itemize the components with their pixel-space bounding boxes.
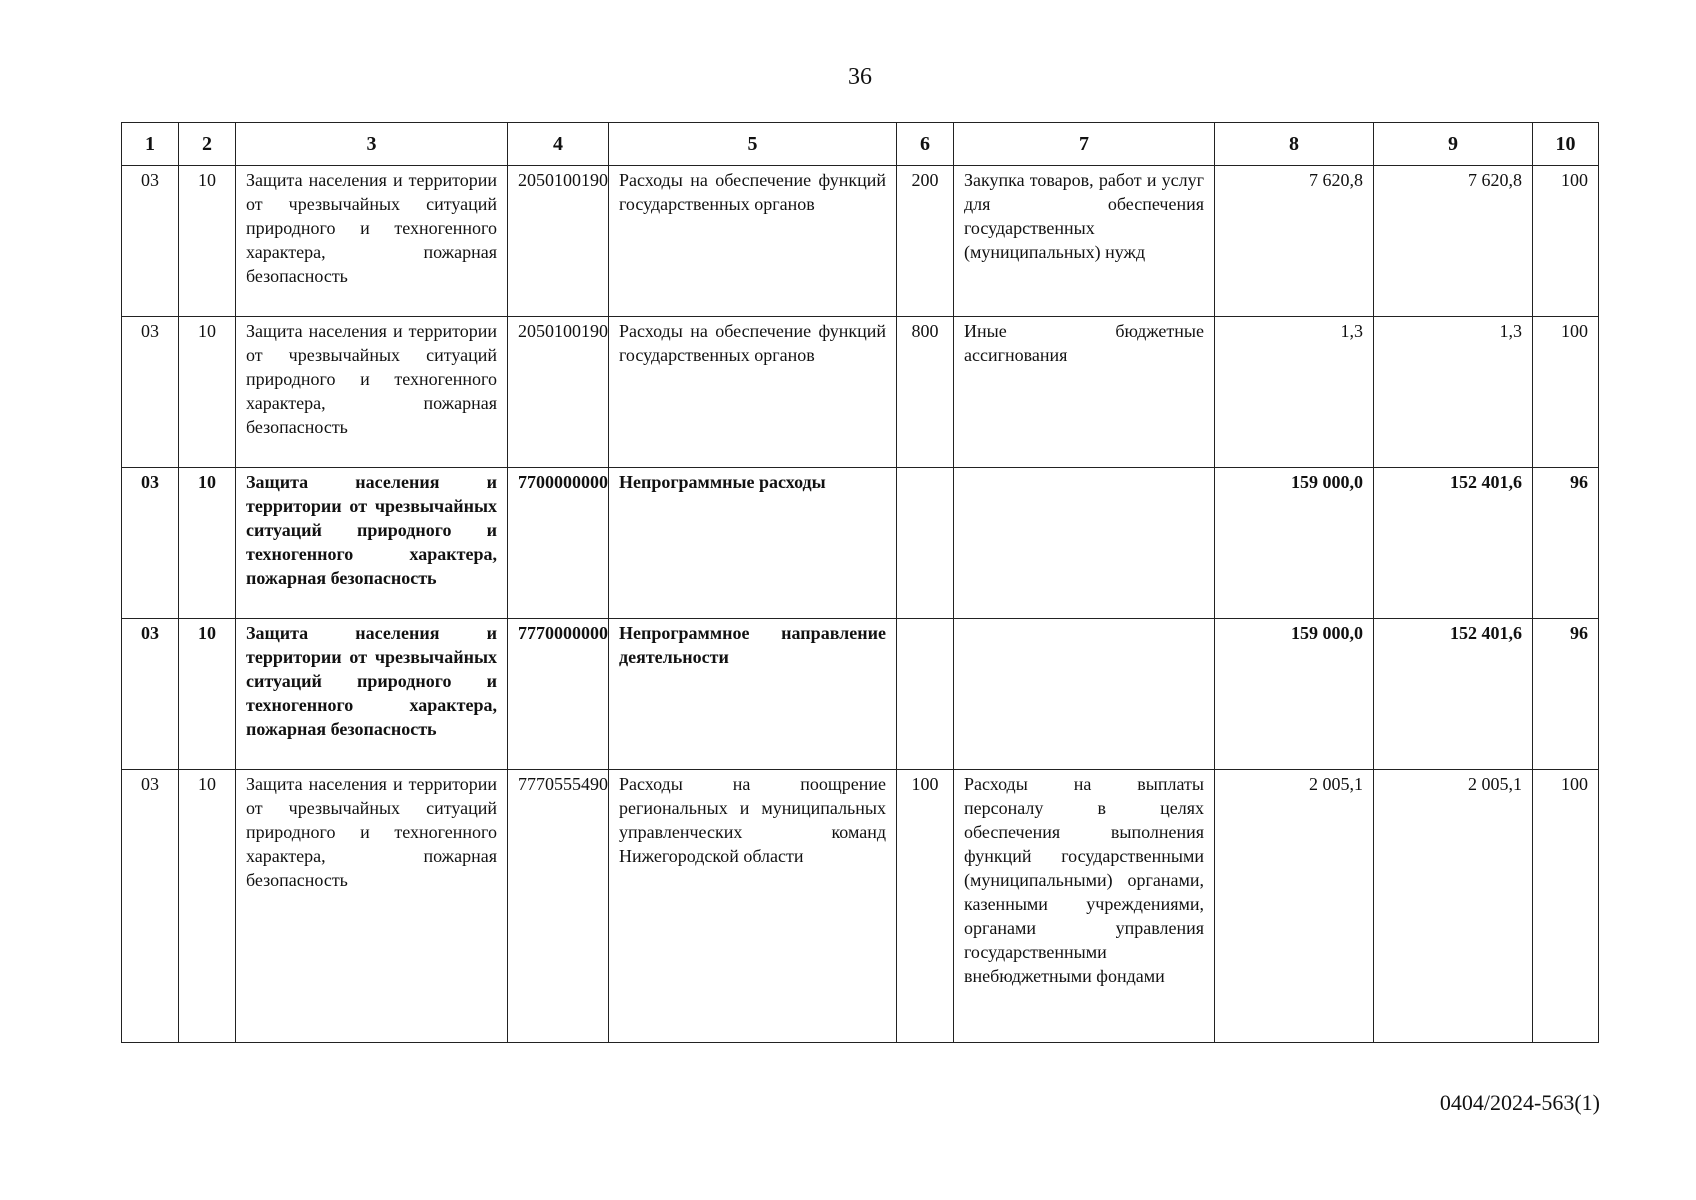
planned-amount: 7 620,8 [1215,166,1374,317]
expense-type-name [954,468,1215,619]
expense-type-name: Иные бюджетные ассигнования [954,317,1215,468]
table-row [122,770,1599,1043]
target-article-name: Непрограммные расходы [609,468,897,619]
execution-percent: 96 [1533,468,1599,619]
expense-type-name [954,619,1215,770]
subsection-code: 10 [179,619,236,770]
planned-amount: 159 000,0 [1215,619,1374,770]
section-code: 03 [122,619,179,770]
column-header: 10 [1533,123,1599,166]
table-row [122,468,1599,619]
target-article-name: Расходы на обеспечение функций государственных органов [609,317,897,468]
planned-amount: 159 000,0 [1215,468,1374,619]
table-header-row [122,123,1599,166]
expense-type-code [897,468,954,619]
column-header: 2 [179,123,236,166]
subsection-code: 10 [179,317,236,468]
expense-type-name: Закупка товаров, работ и услуг для обеспечения государственных (муниципальных) нужд [954,166,1215,317]
subsection-code: 10 [179,468,236,619]
column-header: 6 [897,123,954,166]
subsection-name: Защита населения и территории от чрезвычайных ситуаций природного и техногенного характера, пожарная безопасность [236,468,508,619]
table-row [122,317,1599,468]
budget-table [121,122,1599,1043]
target-article-code: 2050100190 [508,166,609,317]
table-row [122,619,1599,770]
target-article-code: 7770555490 [508,770,609,1043]
section-code: 03 [122,166,179,317]
execution-percent: 96 [1533,619,1599,770]
subsection-code: 10 [179,166,236,317]
expense-type-code: 100 [897,770,954,1043]
planned-amount: 1,3 [1215,317,1374,468]
target-article-code: 2050100190 [508,317,609,468]
executed-amount: 2 005,1 [1374,770,1533,1043]
column-header: 3 [236,123,508,166]
column-header: 8 [1215,123,1374,166]
section-code: 03 [122,468,179,619]
subsection-name: Защита населения и территории от чрезвычайных ситуаций природного и техногенного характера, пожарная безопасность [236,317,508,468]
column-header: 7 [954,123,1215,166]
executed-amount: 1,3 [1374,317,1533,468]
executed-amount: 7 620,8 [1374,166,1533,317]
execution-percent: 100 [1533,166,1599,317]
column-header: 9 [1374,123,1533,166]
execution-percent: 100 [1533,770,1599,1043]
document-code: 0404/2024-563(1) [1439,1090,1600,1115]
column-header: 1 [122,123,179,166]
subsection-name: Защита населения и территории от чрезвычайных ситуаций природного и техногенного характера, пожарная безопасность [236,166,508,317]
target-article-name: Расходы на поощрение региональных и муниципальных управленческих команд Нижегородской области [609,770,897,1043]
column-header: 5 [609,123,897,166]
expense-type-code: 800 [897,317,954,468]
page-number: 36 [848,64,872,90]
target-article-code: 7770000000 [508,619,609,770]
planned-amount: 2 005,1 [1215,770,1374,1043]
target-article-code: 7700000000 [508,468,609,619]
executed-amount: 152 401,6 [1374,468,1533,619]
column-header: 4 [508,123,609,166]
executed-amount: 152 401,6 [1374,619,1533,770]
subsection-code: 10 [179,770,236,1043]
expense-type-name: Расходы на выплаты персоналу в целях обеспечения выполнения функций государственными (муниципальными) органами, казенными учреждениями, органами управления государственными внебюджетными фондами [954,770,1215,1043]
section-code: 03 [122,317,179,468]
execution-percent: 100 [1533,317,1599,468]
subsection-name: Защита населения и территории от чрезвычайных ситуаций природного и техногенного характера, пожарная безопасность [236,770,508,1043]
section-code: 03 [122,770,179,1043]
subsection-name: Защита населения и территории от чрезвычайных ситуаций природного и техногенного характера, пожарная безопасность [236,619,508,770]
target-article-name: Непрограммное направление деятельности [609,619,897,770]
expense-type-code: 200 [897,166,954,317]
target-article-name: Расходы на обеспечение функций государственных органов [609,166,897,317]
table-row [122,166,1599,317]
expense-type-code [897,619,954,770]
